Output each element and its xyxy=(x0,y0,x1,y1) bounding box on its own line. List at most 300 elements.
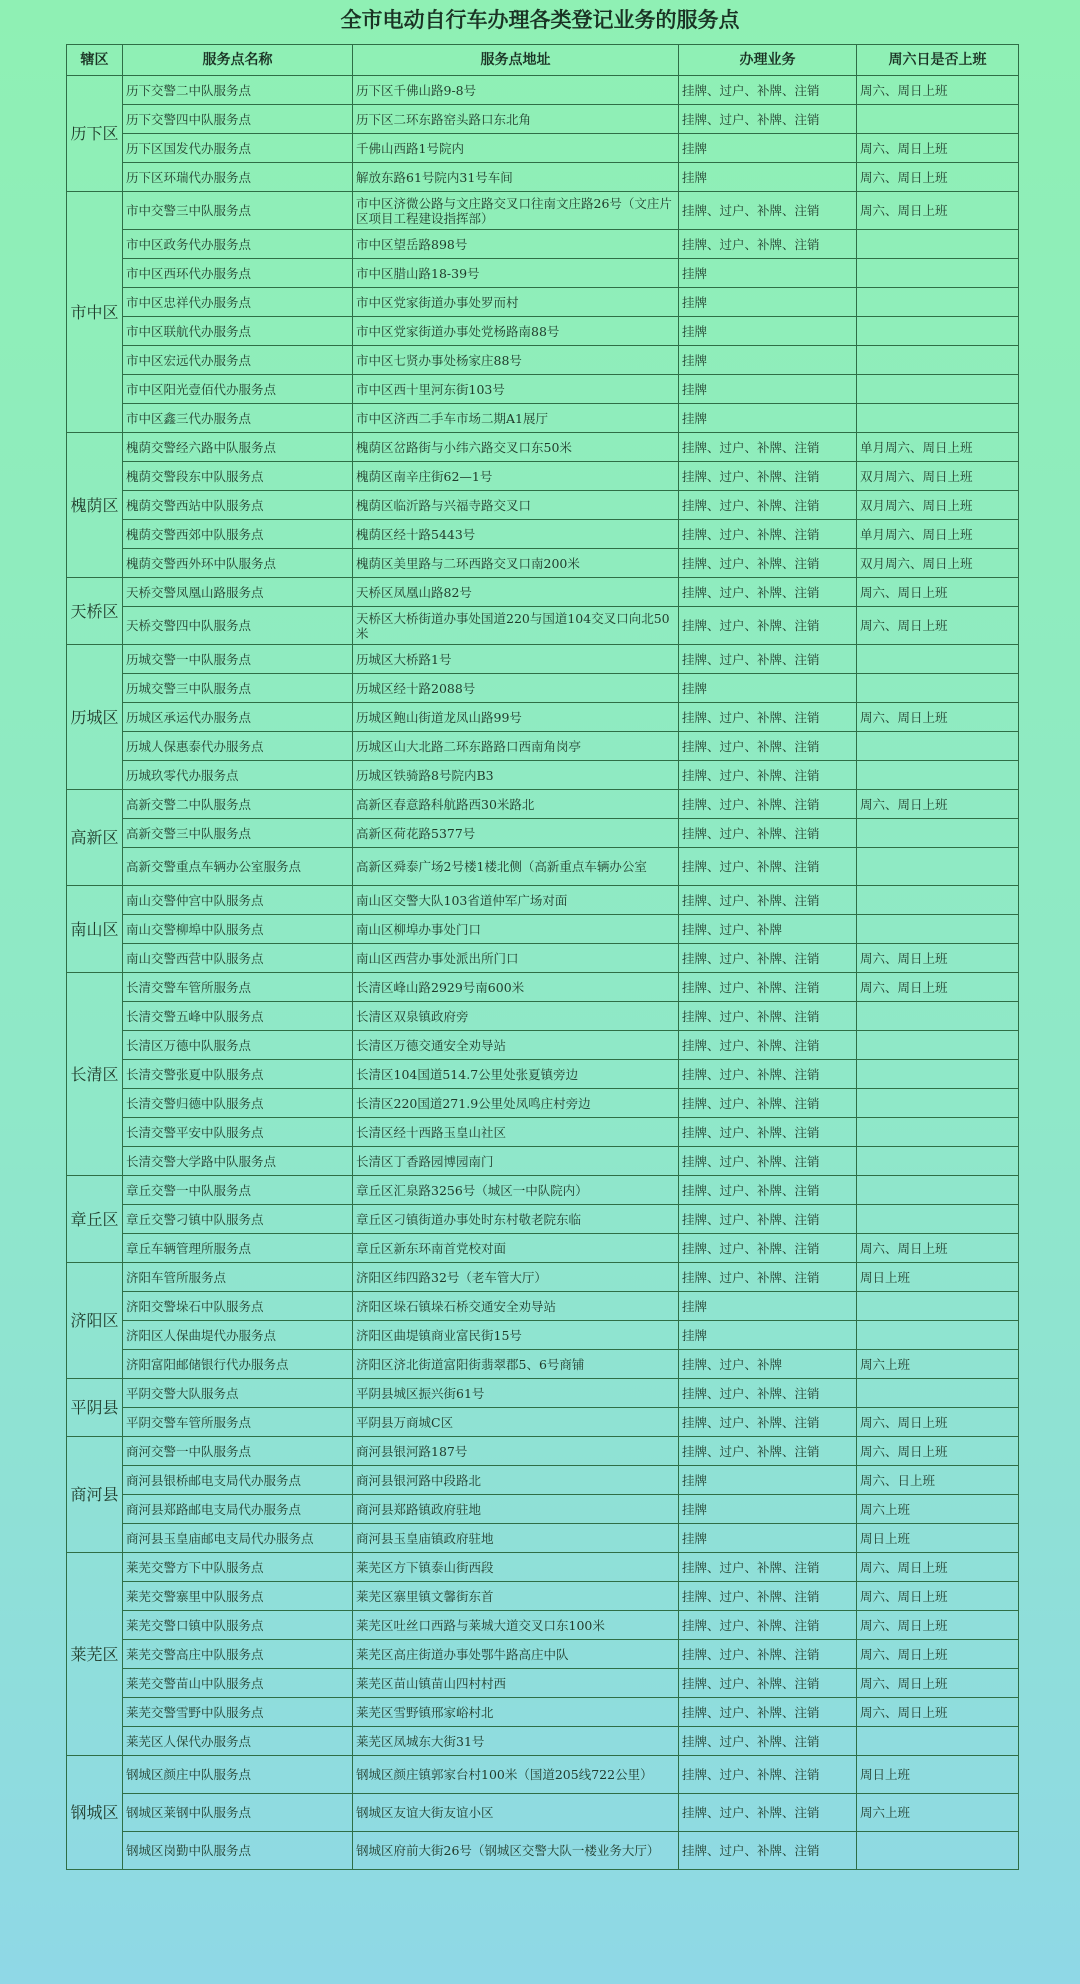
service-point-name: 历下区环瑞代办服务点 xyxy=(123,163,353,192)
service-point-name: 莱芜交警口镇中队服务点 xyxy=(123,1611,353,1640)
service-point-address: 莱芜区方下镇泰山街西段 xyxy=(353,1553,679,1582)
table-row xyxy=(67,491,1019,520)
business-type: 挂牌、过户、补牌、注销 xyxy=(679,1263,857,1292)
service-point-name: 商河县郑路邮电支局代办服务点 xyxy=(123,1495,353,1524)
business-type: 挂牌、过户、补牌、注销 xyxy=(679,192,857,230)
table-row xyxy=(67,1408,1019,1437)
weekend-status: 周六、周日上班 xyxy=(857,1437,1019,1466)
service-point-name: 历城人保惠泰代办服务点 xyxy=(123,732,353,761)
table-row xyxy=(67,1495,1019,1524)
weekend-status xyxy=(857,317,1019,346)
service-point-address: 槐荫区岔路街与小纬六路交叉口东50米 xyxy=(353,433,679,462)
service-point-address: 济阳区纬四路32号（老车管大厅） xyxy=(353,1263,679,1292)
service-point-name: 历下区国发代办服务点 xyxy=(123,134,353,163)
service-point-address: 长清区丁香路园博园南门 xyxy=(353,1147,679,1176)
table-row xyxy=(67,1832,1019,1870)
service-point-address: 商河县银河路187号 xyxy=(353,1437,679,1466)
table-row xyxy=(67,105,1019,134)
service-point-address: 市中区济西二手车市场二期A1展厅 xyxy=(353,404,679,433)
service-point-address: 长清区万德交通安全劝导站 xyxy=(353,1031,679,1060)
service-point-name: 长清区万德中队服务点 xyxy=(123,1031,353,1060)
service-point-name: 市中区鑫三代办服务点 xyxy=(123,404,353,433)
service-point-name: 济阳区人保曲堤代办服务点 xyxy=(123,1321,353,1350)
service-point-address: 莱芜区吐丝口西路与莱城大道交叉口东100米 xyxy=(353,1611,679,1640)
service-point-name: 高新交警三中队服务点 xyxy=(123,819,353,848)
business-type: 挂牌、过户、补牌、注销 xyxy=(679,105,857,134)
table-row xyxy=(67,259,1019,288)
table-row xyxy=(67,1379,1019,1408)
header-weekend: 周六日是否上班 xyxy=(857,45,1019,76)
table-row xyxy=(67,520,1019,549)
business-type: 挂牌 xyxy=(679,134,857,163)
table-row xyxy=(67,848,1019,886)
service-point-address: 商河县郑路镇政府驻地 xyxy=(353,1495,679,1524)
service-point-address: 长清区经十西路玉皇山社区 xyxy=(353,1118,679,1147)
table-row xyxy=(67,192,1019,230)
business-type: 挂牌、过户、补牌 xyxy=(679,1350,857,1379)
service-point-address: 平阴县万商城C区 xyxy=(353,1408,679,1437)
table-row xyxy=(67,1176,1019,1205)
service-point-address: 钢城区颜庄镇郭家台村100米（国道205线722公里） xyxy=(353,1756,679,1794)
service-point-name: 历城区承运代办服务点 xyxy=(123,703,353,732)
business-type: 挂牌 xyxy=(679,1292,857,1321)
table-row xyxy=(67,317,1019,346)
service-points-table xyxy=(66,44,1019,1870)
table-row xyxy=(67,1669,1019,1698)
table-header-row xyxy=(67,45,1019,76)
header-business: 办理业务 xyxy=(679,45,857,76)
service-point-name: 长清交警五峰中队服务点 xyxy=(123,1002,353,1031)
weekend-status: 周六、周日上班 xyxy=(857,1698,1019,1727)
business-type: 挂牌 xyxy=(679,163,857,192)
service-point-address: 南山区交警大队103省道仲军广场对面 xyxy=(353,886,679,915)
weekend-status xyxy=(857,1205,1019,1234)
business-type: 挂牌、过户、补牌、注销 xyxy=(679,732,857,761)
service-point-name: 南山交警仲宫中队服务点 xyxy=(123,886,353,915)
table-row xyxy=(67,163,1019,192)
service-point-name: 槐荫交警西郊中队服务点 xyxy=(123,520,353,549)
district-cell: 章丘区 xyxy=(67,1176,123,1263)
table-row xyxy=(67,1321,1019,1350)
weekend-status xyxy=(857,645,1019,674)
service-point-address: 平阴县城区振兴街61号 xyxy=(353,1379,679,1408)
table-row xyxy=(67,1234,1019,1263)
service-point-name: 钢城区莱钢中队服务点 xyxy=(123,1794,353,1832)
service-point-name: 南山交警西营中队服务点 xyxy=(123,944,353,973)
business-type: 挂牌、过户、补牌、注销 xyxy=(679,819,857,848)
business-type: 挂牌、过户、补牌、注销 xyxy=(679,1611,857,1640)
business-type: 挂牌、过户、补牌、注销 xyxy=(679,230,857,259)
service-point-name: 钢城区颜庄中队服务点 xyxy=(123,1756,353,1794)
business-type: 挂牌、过户、补牌、注销 xyxy=(679,1060,857,1089)
table-row xyxy=(67,645,1019,674)
service-point-name: 历城玖零代办服务点 xyxy=(123,761,353,790)
table-row xyxy=(67,1118,1019,1147)
weekend-status: 双月周六、周日上班 xyxy=(857,491,1019,520)
service-point-address: 钢城区友谊大街友谊小区 xyxy=(353,1794,679,1832)
business-type: 挂牌、过户、补牌、注销 xyxy=(679,1727,857,1756)
table-row xyxy=(67,790,1019,819)
weekend-status: 周六、日上班 xyxy=(857,1466,1019,1495)
business-type: 挂牌、过户、补牌、注销 xyxy=(679,1698,857,1727)
table-row xyxy=(67,1466,1019,1495)
service-point-address: 市中区党家街道办事处党杨路南88号 xyxy=(353,317,679,346)
table-row xyxy=(67,76,1019,105)
table-row xyxy=(67,375,1019,404)
table-row xyxy=(67,1640,1019,1669)
service-point-name: 莱芜区人保代办服务点 xyxy=(123,1727,353,1756)
table-row xyxy=(67,1147,1019,1176)
business-type: 挂牌、过户、补牌、注销 xyxy=(679,761,857,790)
weekend-status xyxy=(857,105,1019,134)
service-point-name: 商河县玉皇庙邮电支局代办服务点 xyxy=(123,1524,353,1553)
service-point-address: 高新区春意路科航路西30米路北 xyxy=(353,790,679,819)
business-type: 挂牌、过户、补牌、注销 xyxy=(679,886,857,915)
service-point-name: 历城交警一中队服务点 xyxy=(123,645,353,674)
service-point-name: 历下交警四中队服务点 xyxy=(123,105,353,134)
weekend-status xyxy=(857,1031,1019,1060)
service-point-name: 莱芜交警雪野中队服务点 xyxy=(123,1698,353,1727)
table-row xyxy=(67,1031,1019,1060)
service-point-address: 市中区西十里河东街103号 xyxy=(353,375,679,404)
business-type: 挂牌、过户、补牌、注销 xyxy=(679,1794,857,1832)
table-row xyxy=(67,674,1019,703)
business-type: 挂牌、过户、补牌、注销 xyxy=(679,491,857,520)
table-row xyxy=(67,1727,1019,1756)
service-point-name: 长清交警大学路中队服务点 xyxy=(123,1147,353,1176)
weekend-status xyxy=(857,1727,1019,1756)
table-row xyxy=(67,1524,1019,1553)
service-point-name: 历城交警三中队服务点 xyxy=(123,674,353,703)
service-point-address: 槐荫区经十路5443号 xyxy=(353,520,679,549)
service-point-address: 历城区鲍山街道龙凤山路99号 xyxy=(353,703,679,732)
business-type: 挂牌、过户、补牌、注销 xyxy=(679,607,857,645)
business-type: 挂牌、过户、补牌、注销 xyxy=(679,76,857,105)
business-type: 挂牌、过户、补牌、注销 xyxy=(679,645,857,674)
table-row xyxy=(67,886,1019,915)
table-row xyxy=(67,134,1019,163)
weekend-status: 周六、周日上班 xyxy=(857,1611,1019,1640)
table-row xyxy=(67,732,1019,761)
weekend-status: 周六、周日上班 xyxy=(857,578,1019,607)
business-type: 挂牌 xyxy=(679,674,857,703)
service-point-address: 章丘区刁镇街道办事处时东村敬老院东临 xyxy=(353,1205,679,1234)
weekend-status xyxy=(857,848,1019,886)
weekend-status: 周六、周日上班 xyxy=(857,973,1019,1002)
business-type: 挂牌、过户、补牌、注销 xyxy=(679,1437,857,1466)
weekend-status xyxy=(857,375,1019,404)
service-point-address: 长清区220国道271.9公里处凤鸣庄村旁边 xyxy=(353,1089,679,1118)
service-point-address: 历下区千佛山路9-8号 xyxy=(353,76,679,105)
service-point-name: 平阴交警车管所服务点 xyxy=(123,1408,353,1437)
business-type: 挂牌 xyxy=(679,259,857,288)
service-point-name: 天桥交警凤凰山路服务点 xyxy=(123,578,353,607)
weekend-status: 周六、周日上班 xyxy=(857,1582,1019,1611)
service-point-name: 槐荫交警西外环中队服务点 xyxy=(123,549,353,578)
business-type: 挂牌、过户、补牌、注销 xyxy=(679,578,857,607)
district-cell: 高新区 xyxy=(67,790,123,886)
service-point-name: 商河县银桥邮电支局代办服务点 xyxy=(123,1466,353,1495)
business-type: 挂牌、过户、补牌、注销 xyxy=(679,1408,857,1437)
service-point-address: 天桥区大桥街道办事处国道220与国道104交叉口向北50米 xyxy=(353,607,679,645)
table-row xyxy=(67,1698,1019,1727)
weekend-status: 周六上班 xyxy=(857,1350,1019,1379)
business-type: 挂牌、过户、补牌、注销 xyxy=(679,462,857,491)
service-point-address: 莱芜区高庄街道办事处鄂牛路高庄中队 xyxy=(353,1640,679,1669)
service-point-name: 钢城区岗勤中队服务点 xyxy=(123,1832,353,1870)
district-cell: 南山区 xyxy=(67,886,123,973)
service-point-address: 钢城区府前大街26号（钢城区交警大队一楼业务大厅） xyxy=(353,1832,679,1870)
table-row xyxy=(67,1582,1019,1611)
business-type: 挂牌、过户、补牌、注销 xyxy=(679,1553,857,1582)
service-point-name: 市中区西环代办服务点 xyxy=(123,259,353,288)
weekend-status: 周六、周日上班 xyxy=(857,1669,1019,1698)
table-row xyxy=(67,1611,1019,1640)
service-point-name: 市中区阳光壹佰代办服务点 xyxy=(123,375,353,404)
weekend-status: 双月周六、周日上班 xyxy=(857,462,1019,491)
weekend-status xyxy=(857,230,1019,259)
table-row xyxy=(67,1002,1019,1031)
service-point-address: 长清区双泉镇政府旁 xyxy=(353,1002,679,1031)
table-row xyxy=(67,944,1019,973)
weekend-status xyxy=(857,1118,1019,1147)
service-point-address: 高新区荷花路5377号 xyxy=(353,819,679,848)
service-point-name: 济阳车管所服务点 xyxy=(123,1263,353,1292)
business-type: 挂牌 xyxy=(679,1495,857,1524)
business-type: 挂牌、过户、补牌、注销 xyxy=(679,1147,857,1176)
weekend-status: 周六、周日上班 xyxy=(857,1640,1019,1669)
service-point-name: 高新交警重点车辆办公室服务点 xyxy=(123,848,353,886)
service-point-name: 长清交警平安中队服务点 xyxy=(123,1118,353,1147)
business-type: 挂牌、过户、补牌、注销 xyxy=(679,703,857,732)
weekend-status: 周六、周日上班 xyxy=(857,163,1019,192)
table-row xyxy=(67,549,1019,578)
service-point-name: 槐荫交警经六路中队服务点 xyxy=(123,433,353,462)
service-point-name: 历下交警二中队服务点 xyxy=(123,76,353,105)
service-point-address: 高新区舜泰广场2号楼1楼北侧（高新重点车辆办公室 xyxy=(353,848,679,886)
table-row xyxy=(67,1292,1019,1321)
business-type: 挂牌 xyxy=(679,1321,857,1350)
service-point-name: 市中区忠祥代办服务点 xyxy=(123,288,353,317)
service-point-address: 商河县银河路中段路北 xyxy=(353,1466,679,1495)
service-point-name: 市中区宏远代办服务点 xyxy=(123,346,353,375)
weekend-status: 周日上班 xyxy=(857,1263,1019,1292)
table-row xyxy=(67,1060,1019,1089)
service-point-address: 市中区望岳路898号 xyxy=(353,230,679,259)
table-row xyxy=(67,1263,1019,1292)
service-point-name: 长清交警归德中队服务点 xyxy=(123,1089,353,1118)
service-point-name: 高新交警二中队服务点 xyxy=(123,790,353,819)
table-row xyxy=(67,1350,1019,1379)
business-type: 挂牌、过户、补牌、注销 xyxy=(679,790,857,819)
service-point-address: 南山区西营办事处派出所门口 xyxy=(353,944,679,973)
business-type: 挂牌 xyxy=(679,346,857,375)
service-point-address: 莱芜区苗山镇苗山四村村西 xyxy=(353,1669,679,1698)
service-point-address: 历城区大桥路1号 xyxy=(353,645,679,674)
table-row xyxy=(67,1794,1019,1832)
service-point-address: 莱芜区雪野镇邢家峪村北 xyxy=(353,1698,679,1727)
district-cell: 天桥区 xyxy=(67,578,123,645)
table-row xyxy=(67,462,1019,491)
weekend-status xyxy=(857,1089,1019,1118)
business-type: 挂牌、过户、补牌 xyxy=(679,915,857,944)
district-cell: 莱芜区 xyxy=(67,1553,123,1756)
business-type: 挂牌、过户、补牌、注销 xyxy=(679,549,857,578)
service-point-address: 商河县玉皇庙镇政府驻地 xyxy=(353,1524,679,1553)
service-point-name: 市中区联航代办服务点 xyxy=(123,317,353,346)
table-row xyxy=(67,404,1019,433)
service-point-name: 莱芜交警方下中队服务点 xyxy=(123,1553,353,1582)
weekend-status: 单月周六、周日上班 xyxy=(857,433,1019,462)
business-type: 挂牌、过户、补牌、注销 xyxy=(679,1002,857,1031)
weekend-status: 周六、周日上班 xyxy=(857,192,1019,230)
table-row xyxy=(67,973,1019,1002)
table-row xyxy=(67,578,1019,607)
weekend-status: 周日上班 xyxy=(857,1756,1019,1794)
service-point-address: 槐荫区美里路与二环西路交叉口南200米 xyxy=(353,549,679,578)
business-type: 挂牌 xyxy=(679,288,857,317)
service-point-name: 莱芜交警苗山中队服务点 xyxy=(123,1669,353,1698)
table-row xyxy=(67,1437,1019,1466)
business-type: 挂牌、过户、补牌、注销 xyxy=(679,1756,857,1794)
business-type: 挂牌 xyxy=(679,375,857,404)
header-district: 辖区 xyxy=(67,45,123,76)
table-row xyxy=(67,346,1019,375)
district-cell: 钢城区 xyxy=(67,1756,123,1870)
service-point-address: 长清区104国道514.7公里处张夏镇旁边 xyxy=(353,1060,679,1089)
weekend-status: 周六、周日上班 xyxy=(857,1408,1019,1437)
business-type: 挂牌、过户、补牌、注销 xyxy=(679,1205,857,1234)
service-point-name: 槐荫交警段东中队服务点 xyxy=(123,462,353,491)
service-point-address: 章丘区汇泉路3256号（城区一中队院内） xyxy=(353,1176,679,1205)
district-cell: 市中区 xyxy=(67,192,123,433)
header-name: 服务点名称 xyxy=(123,45,353,76)
service-point-name: 章丘车辆管理所服务点 xyxy=(123,1234,353,1263)
district-cell: 平阴县 xyxy=(67,1379,123,1437)
weekend-status xyxy=(857,732,1019,761)
service-point-address: 市中区党家街道办事处罗而村 xyxy=(353,288,679,317)
service-point-address: 天桥区凤凰山路82号 xyxy=(353,578,679,607)
table-row xyxy=(67,433,1019,462)
service-point-address: 莱芜区凤城东大街31号 xyxy=(353,1727,679,1756)
weekend-status: 周六上班 xyxy=(857,1495,1019,1524)
weekend-status xyxy=(857,1832,1019,1870)
business-type: 挂牌、过户、补牌、注销 xyxy=(679,1234,857,1263)
business-type: 挂牌、过户、补牌、注销 xyxy=(679,433,857,462)
service-point-name: 市中交警三中队服务点 xyxy=(123,192,353,230)
table-row xyxy=(67,761,1019,790)
business-type: 挂牌、过户、补牌、注销 xyxy=(679,1832,857,1870)
service-point-address: 解放东路61号院内31号车间 xyxy=(353,163,679,192)
business-type: 挂牌 xyxy=(679,1466,857,1495)
service-point-name: 莱芜交警高庄中队服务点 xyxy=(123,1640,353,1669)
weekend-status xyxy=(857,761,1019,790)
service-point-address: 济阳区垛石镇垛石桥交通安全劝导站 xyxy=(353,1292,679,1321)
table-body xyxy=(67,76,1019,1870)
business-type: 挂牌、过户、补牌、注销 xyxy=(679,1669,857,1698)
business-type: 挂牌、过户、补牌、注销 xyxy=(679,1379,857,1408)
table-row xyxy=(67,703,1019,732)
district-cell: 历城区 xyxy=(67,645,123,790)
weekend-status xyxy=(857,674,1019,703)
weekend-status: 周六、周日上班 xyxy=(857,607,1019,645)
district-cell: 商河县 xyxy=(67,1437,123,1553)
district-cell: 历下区 xyxy=(67,76,123,192)
service-point-name: 天桥交警四中队服务点 xyxy=(123,607,353,645)
service-point-address: 历城区山大北路二环东路路口西南角岗亭 xyxy=(353,732,679,761)
service-point-address: 槐荫区临沂路与兴福寺路交叉口 xyxy=(353,491,679,520)
district-cell: 槐荫区 xyxy=(67,433,123,578)
weekend-status xyxy=(857,346,1019,375)
service-point-name: 平阴交警大队服务点 xyxy=(123,1379,353,1408)
service-point-address: 济阳区济北街道富阳街翡翠郡5、6号商铺 xyxy=(353,1350,679,1379)
business-type: 挂牌、过户、补牌、注销 xyxy=(679,1640,857,1669)
weekend-status: 周六、周日上班 xyxy=(857,1553,1019,1582)
district-cell: 济阳区 xyxy=(67,1263,123,1379)
weekend-status: 周六上班 xyxy=(857,1794,1019,1832)
service-point-address: 章丘区新东环南首党校对面 xyxy=(353,1234,679,1263)
service-point-name: 南山交警柳埠中队服务点 xyxy=(123,915,353,944)
business-type: 挂牌 xyxy=(679,1524,857,1553)
service-point-address: 莱芜区寨里镇文馨街东首 xyxy=(353,1582,679,1611)
table-row xyxy=(67,1089,1019,1118)
weekend-status: 周六、周日上班 xyxy=(857,1234,1019,1263)
table-row xyxy=(67,819,1019,848)
business-type: 挂牌、过户、补牌、注销 xyxy=(679,1582,857,1611)
business-type: 挂牌、过户、补牌、注销 xyxy=(679,520,857,549)
weekend-status xyxy=(857,819,1019,848)
weekend-status xyxy=(857,1147,1019,1176)
weekend-status xyxy=(857,1379,1019,1408)
weekend-status xyxy=(857,1292,1019,1321)
service-point-address: 市中区腊山路18-39号 xyxy=(353,259,679,288)
weekend-status: 单月周六、周日上班 xyxy=(857,520,1019,549)
service-point-address: 历下区二环东路窑头路口东北角 xyxy=(353,105,679,134)
service-point-name: 济阳富阳邮储银行代办服务点 xyxy=(123,1350,353,1379)
service-point-name: 章丘交警刁镇中队服务点 xyxy=(123,1205,353,1234)
service-point-address: 市中区七贤办事处杨家庄88号 xyxy=(353,346,679,375)
service-point-name: 市中区政务代办服务点 xyxy=(123,230,353,259)
weekend-status: 周六、周日上班 xyxy=(857,790,1019,819)
business-type: 挂牌、过户、补牌、注销 xyxy=(679,1089,857,1118)
table-row xyxy=(67,1756,1019,1794)
service-point-name: 商河交警一中队服务点 xyxy=(123,1437,353,1466)
table-row xyxy=(67,915,1019,944)
weekend-status xyxy=(857,404,1019,433)
header-address: 服务点地址 xyxy=(353,45,679,76)
business-type: 挂牌、过户、补牌、注销 xyxy=(679,1118,857,1147)
weekend-status: 周六、周日上班 xyxy=(857,703,1019,732)
weekend-status: 周日上班 xyxy=(857,1524,1019,1553)
service-point-address: 历城区经十路2088号 xyxy=(353,674,679,703)
service-point-address: 历城区铁骑路8号院内B3 xyxy=(353,761,679,790)
business-type: 挂牌、过户、补牌、注销 xyxy=(679,973,857,1002)
weekend-status xyxy=(857,288,1019,317)
service-point-address: 济阳区曲堤镇商业富民街15号 xyxy=(353,1321,679,1350)
weekend-status: 双月周六、周日上班 xyxy=(857,549,1019,578)
service-point-address: 南山区柳埠办事处门口 xyxy=(353,915,679,944)
service-point-address: 市中区济微公路与文庄路交叉口往南文庄路26号（文庄片区项目工程建设指挥部） xyxy=(353,192,679,230)
page-title: 全市电动自行车办理各类登记业务的服务点 xyxy=(340,8,740,32)
weekend-status: 周六、周日上班 xyxy=(857,944,1019,973)
service-point-name: 长清交警张夏中队服务点 xyxy=(123,1060,353,1089)
weekend-status xyxy=(857,1321,1019,1350)
table-row xyxy=(67,1205,1019,1234)
service-point-address: 长清区峰山路2929号南600米 xyxy=(353,973,679,1002)
service-point-name: 莱芜交警寨里中队服务点 xyxy=(123,1582,353,1611)
business-type: 挂牌 xyxy=(679,317,857,346)
service-point-name: 槐荫交警西站中队服务点 xyxy=(123,491,353,520)
